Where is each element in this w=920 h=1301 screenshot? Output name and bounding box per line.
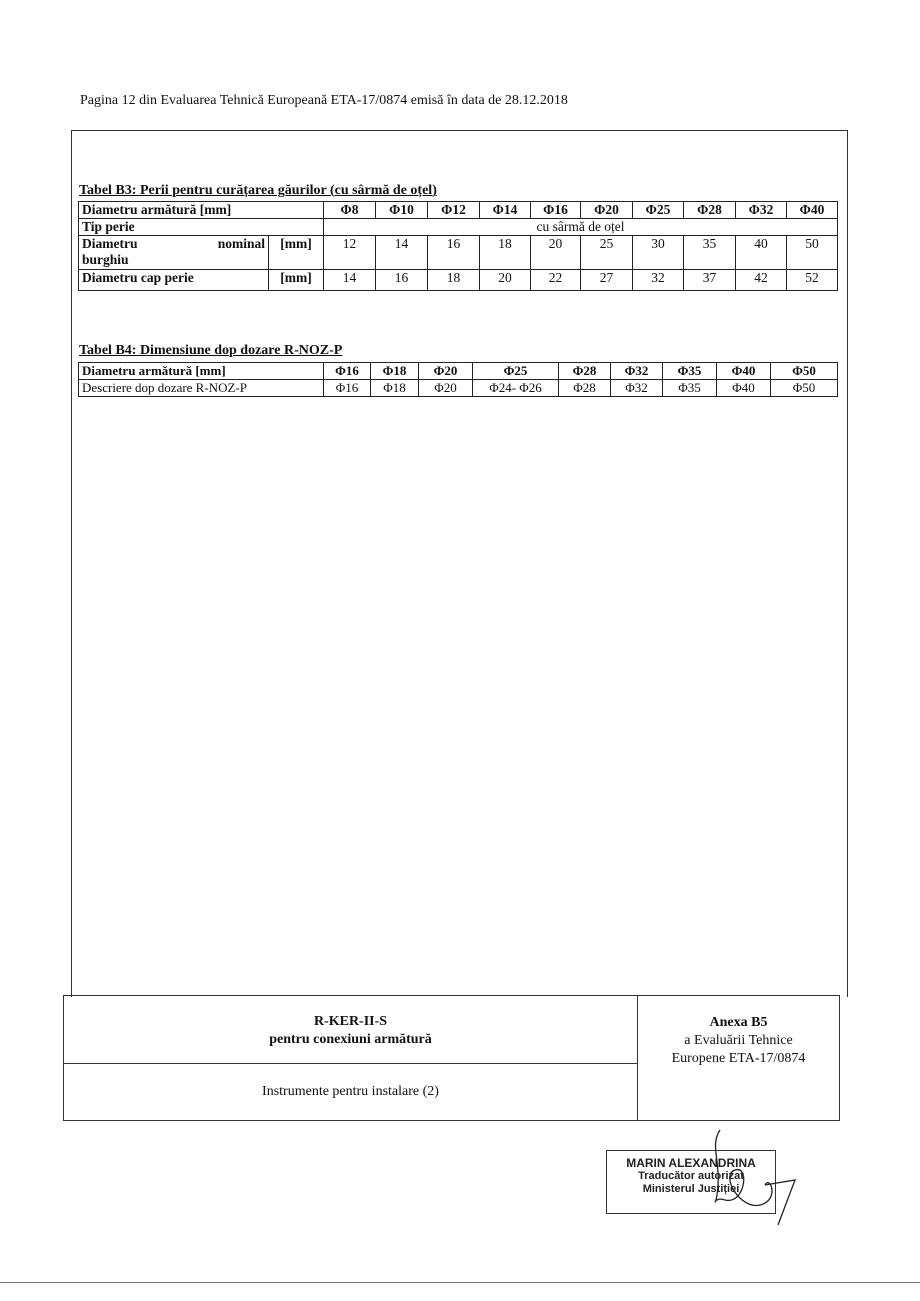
footer-section-cell <box>64 1063 638 1120</box>
cell: Φ24- Φ26 <box>473 380 559 397</box>
cell: 16 <box>428 236 480 270</box>
signature-icon <box>690 1125 800 1230</box>
header-cell: Φ12 <box>428 202 480 219</box>
cell: 37 <box>684 270 736 291</box>
product-name: R-KER-II-S <box>313 1014 388 1029</box>
footer-annex-cell <box>638 996 839 1120</box>
section-title: Instrumente pentru instalare (2) <box>262 1084 439 1099</box>
header-cell: Φ14 <box>480 202 531 219</box>
table-b4 <box>78 362 838 397</box>
header-cell: Φ20 <box>419 363 473 380</box>
row-label: Tip perie <box>79 219 324 236</box>
cell: 27 <box>581 270 633 291</box>
cell: cu sârmă de oțel <box>324 219 838 236</box>
stamp-name: MARIN ALEXANDRINA <box>626 1156 756 1170</box>
table-b3 <box>78 201 838 291</box>
cell: Φ18 <box>371 380 419 397</box>
header-cell: Φ8 <box>324 202 376 219</box>
cell: 42 <box>736 270 787 291</box>
cell: 35 <box>684 236 736 270</box>
table-row <box>79 219 838 236</box>
table-row <box>79 236 838 270</box>
table-row <box>79 202 838 219</box>
unit-cell: [mm] <box>269 236 324 270</box>
label-part: burghiu <box>82 252 129 267</box>
row-label <box>79 236 269 270</box>
header-cell: Φ35 <box>663 363 717 380</box>
label-part: Diametru <box>82 236 138 251</box>
unit-cell: [mm] <box>269 270 324 291</box>
product-subtitle: pentru conexiuni armătură <box>269 1032 432 1047</box>
cell: Φ16 <box>324 380 371 397</box>
annex-line: Europene ETA-17/0874 <box>671 1051 806 1066</box>
header-cell: Φ16 <box>324 363 371 380</box>
row-label: Diametru cap perie <box>79 270 269 291</box>
label-part: nominal <box>217 236 265 251</box>
cell: 20 <box>531 236 581 270</box>
header-cell: Φ28 <box>559 363 611 380</box>
cell: 22 <box>531 270 581 291</box>
header-cell: Φ25 <box>473 363 559 380</box>
cell: 18 <box>480 236 531 270</box>
header-cell: Φ18 <box>371 363 419 380</box>
header-cell: Φ25 <box>633 202 684 219</box>
footer-title-cell <box>64 996 638 1064</box>
table-row <box>79 270 838 291</box>
table-b3-caption: Tabel B3: Perii pentru curățarea găurilor (cu sârmă de oțel) <box>79 183 437 198</box>
table-row <box>79 380 838 397</box>
header-cell: Φ16 <box>531 202 581 219</box>
cell: 16 <box>376 270 428 291</box>
cell: Φ32 <box>611 380 663 397</box>
annex-title: Anexa B5 <box>709 1015 768 1030</box>
stamp-line: Traducător autorizat <box>638 1170 744 1182</box>
header-cell: Φ32 <box>736 202 787 219</box>
cell: 40 <box>736 236 787 270</box>
page-bottom-rule <box>0 1282 920 1283</box>
cell: 20 <box>480 270 531 291</box>
cell: Φ20 <box>419 380 473 397</box>
cell: 52 <box>787 270 838 291</box>
header-cell: Φ28 <box>684 202 736 219</box>
header-cell: Φ40 <box>717 363 771 380</box>
header-cell: Φ10 <box>376 202 428 219</box>
page-header: Pagina 12 din Evaluarea Tehnică Europeană ETA-17/0874 emisă în data de 28.12.2018 <box>80 93 568 108</box>
cell: 12 <box>324 236 376 270</box>
cell: 14 <box>324 270 376 291</box>
cell: 50 <box>787 236 838 270</box>
cell: 32 <box>633 270 684 291</box>
stamp-line: Ministerul Justiției <box>642 1183 740 1195</box>
header-cell: Φ32 <box>611 363 663 380</box>
cell: 18 <box>428 270 480 291</box>
header-cell: Diametru armătură [mm] <box>79 202 324 219</box>
cell: 30 <box>633 236 684 270</box>
cell: Φ35 <box>663 380 717 397</box>
footer-box <box>63 995 840 1121</box>
row-label: Descriere dop dozare R-NOZ-P <box>79 380 324 397</box>
cell: Φ50 <box>771 380 838 397</box>
header-cell: Φ50 <box>771 363 838 380</box>
cell: Φ28 <box>559 380 611 397</box>
table-row <box>79 363 838 380</box>
table-b4-caption: Tabel B4: Dimensiune dop dozare R-NOZ-P <box>79 343 343 358</box>
cell: 25 <box>581 236 633 270</box>
cell: Φ40 <box>717 380 771 397</box>
header-cell: Φ20 <box>581 202 633 219</box>
cell: 14 <box>376 236 428 270</box>
annex-line: a Evaluării Tehnice <box>684 1033 793 1048</box>
header-cell: Φ40 <box>787 202 838 219</box>
header-cell: Diametru armătură [mm] <box>79 363 324 380</box>
